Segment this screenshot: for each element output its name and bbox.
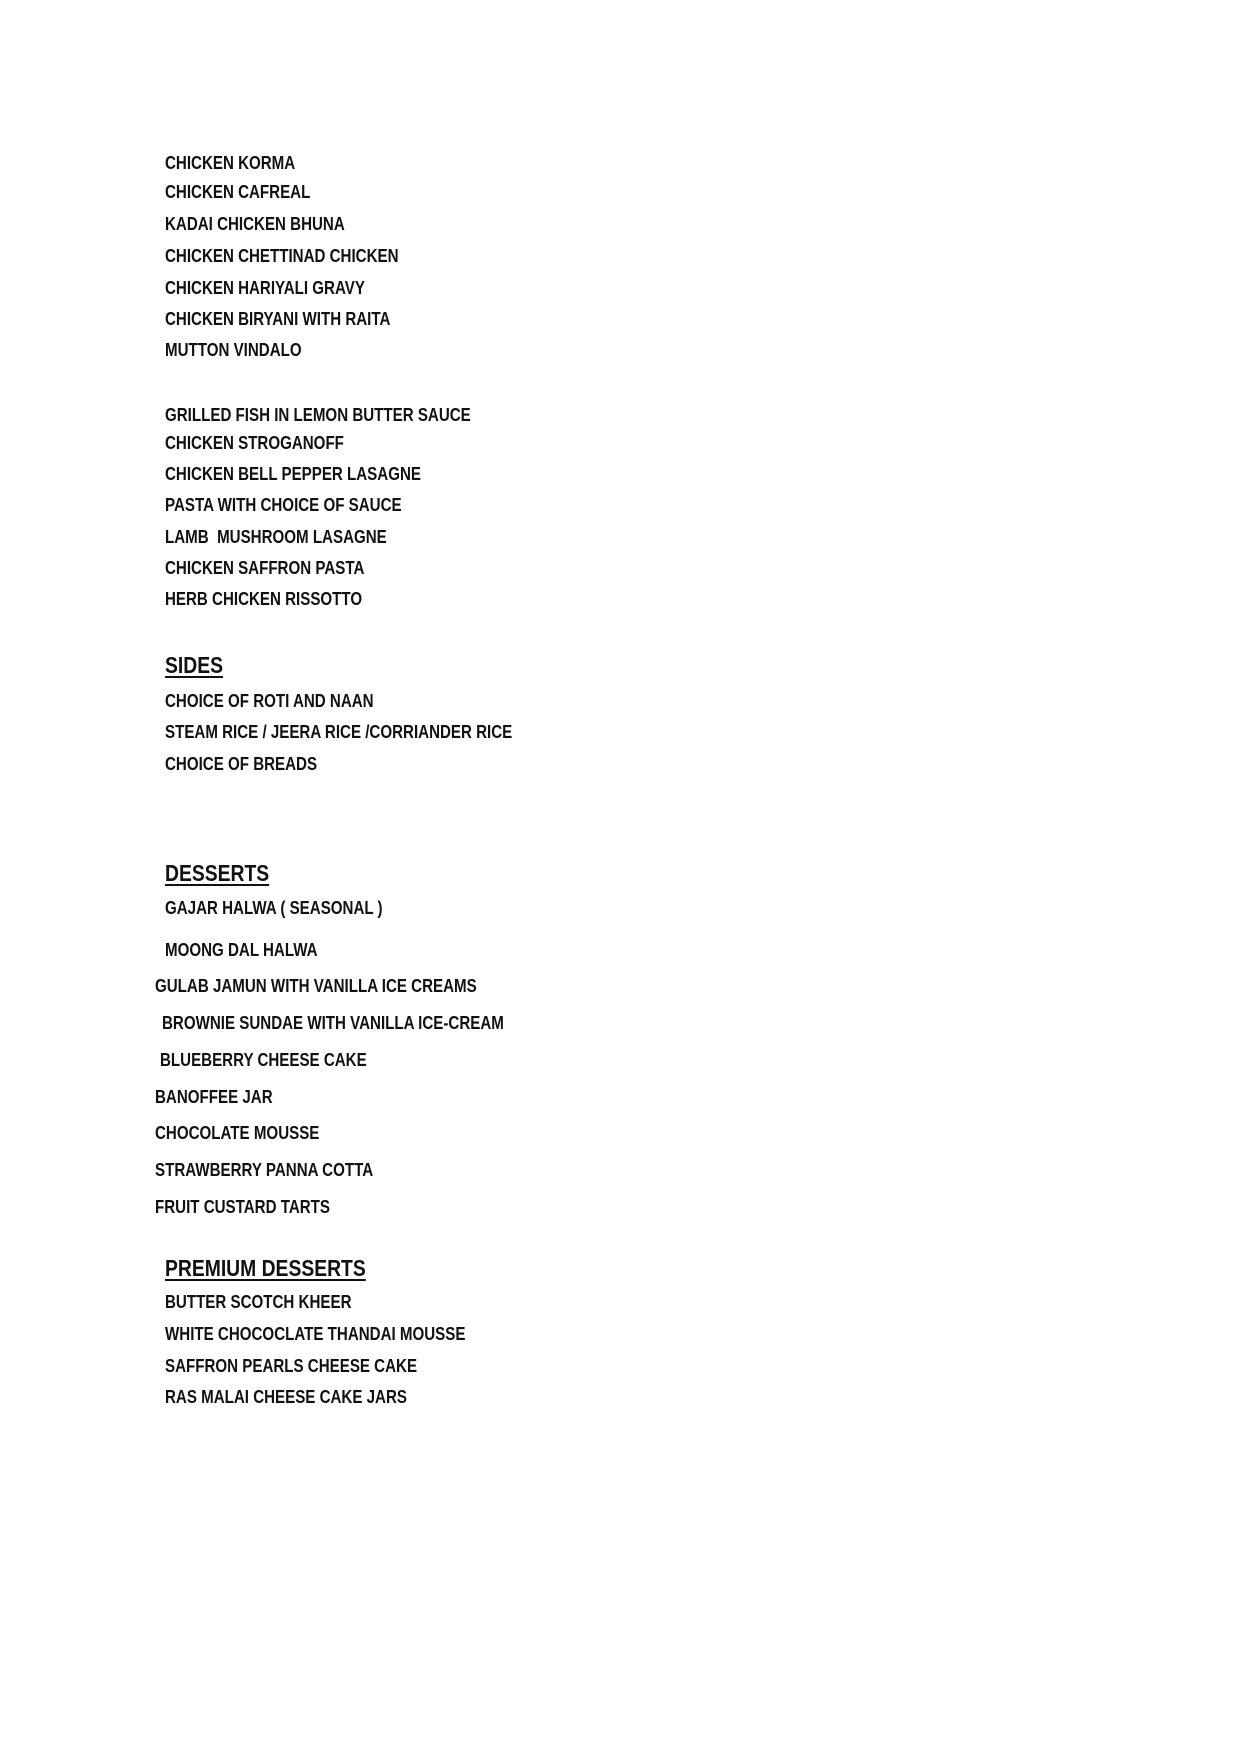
menu-item: WHITE CHOCOCLATE THANDAI MOUSSE — [165, 1324, 466, 1344]
menu-item: CHICKEN CAFREAL — [165, 182, 311, 202]
menu-item: STEAM RICE / JEERA RICE /CORRIANDER RICE — [165, 722, 513, 742]
menu-item: BUTTER SCOTCH KHEER — [165, 1292, 352, 1312]
menu-item: BROWNIE SUNDAE WITH VANILLA ICE-CREAM — [162, 1013, 504, 1033]
menu-item: GAJAR HALWA ( SEASONAL ) — [165, 898, 383, 918]
menu-item: CHICKEN BIRYANI WITH RAITA — [165, 309, 391, 329]
menu-item: RAS MALAI CHEESE CAKE JARS — [165, 1387, 407, 1407]
menu-item: CHOCOLATE MOUSSE — [155, 1123, 320, 1143]
menu-item: CHOICE OF ROTI AND NAAN — [165, 691, 374, 711]
section-heading-premium-desserts: PREMIUM DESSERTS — [165, 1255, 366, 1281]
menu-item: BANOFFEE JAR — [155, 1087, 273, 1107]
menu-item: CHOICE OF BREADS — [165, 754, 318, 774]
menu-item: GULAB JAMUN WITH VANILLA ICE CREAMS — [155, 976, 477, 996]
menu-item: CHICKEN BELL PEPPER LASAGNE — [165, 464, 421, 484]
menu-item: SAFFRON PEARLS CHEESE CAKE — [165, 1356, 418, 1376]
menu-item: KADAI CHICKEN BHUNA — [165, 214, 345, 234]
menu-item: CHICKEN KORMA — [165, 153, 296, 173]
menu-item: CHICKEN HARIYALI GRAVY — [165, 278, 365, 298]
menu-item: CHICKEN STROGANOFF — [165, 433, 344, 453]
menu-item: CHICKEN CHETTINAD CHICKEN — [165, 246, 399, 266]
menu-item: PASTA WITH CHOICE OF SAUCE — [165, 495, 402, 515]
menu-item: BLUEBERRY CHEESE CAKE — [160, 1050, 367, 1070]
menu-item: LAMB MUSHROOM LASAGNE — [165, 527, 387, 547]
section-heading-sides: SIDES — [165, 652, 223, 678]
menu-item: MUTTON VINDALO — [165, 340, 302, 360]
menu-item: MOONG DAL HALWA — [165, 940, 318, 960]
menu-item: FRUIT CUSTARD TARTS — [155, 1197, 330, 1217]
section-heading-desserts: DESSERTS — [165, 860, 270, 886]
menu-item: HERB CHICKEN RISSOTTO — [165, 589, 363, 609]
menu-item: STRAWBERRY PANNA COTTA — [155, 1160, 374, 1180]
menu-item: CHICKEN SAFFRON PASTA — [165, 558, 365, 578]
menu-item: GRILLED FISH IN LEMON BUTTER SAUCE — [165, 405, 471, 425]
